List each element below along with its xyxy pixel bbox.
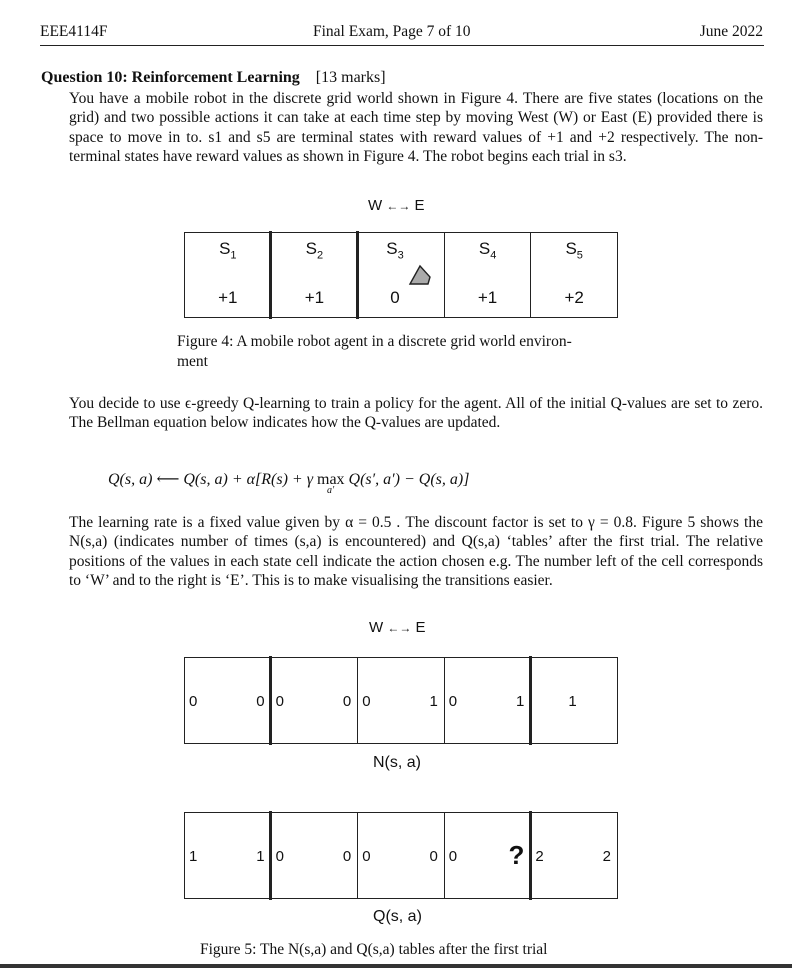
state-label: $S_4$ xyxy=(478,239,497,262)
q-table xyxy=(184,812,618,899)
state-reward: +2 xyxy=(564,288,584,307)
fig4-state-cell xyxy=(271,233,358,317)
n-west-value: 0 xyxy=(362,693,371,710)
n-table-cell xyxy=(530,658,617,743)
state-reward: +1 xyxy=(477,288,498,307)
equation-rhs: Q(s′, a′) − Q(s, a)] xyxy=(348,471,470,488)
n-east-value: 1 xyxy=(429,693,438,710)
q-table-label: Q(s, a) xyxy=(373,908,422,925)
state-reward: 0 xyxy=(390,288,400,307)
fig4-east-label: E xyxy=(414,197,425,214)
n-table-cell xyxy=(444,658,531,743)
robot-icon xyxy=(406,263,434,287)
n-east-value: 1 xyxy=(516,693,525,710)
fig4-direction xyxy=(368,197,425,214)
fig4-west-label: W xyxy=(368,197,383,214)
q-table-cell xyxy=(444,813,531,898)
state-label: $S_2$ xyxy=(305,239,324,262)
fig5-double-arrow-icon: ←→ xyxy=(387,621,412,635)
header-page: Final Exam, Page 7 of 10 xyxy=(313,23,471,40)
learning-rate-paragraph: The learning rate is a fixed value given by α = 0.5 . The discount factor is set to γ = 0.8. Figure 5 shows the N(s,a) (indicates number of times (s,a) is encountered) and Q(s,a) ‘tables’ after the first trial. The relative positions of the values in each state cell indicate the action chosen e.g. The number left of the cell corresponds to ‘W’ and to the right is ‘E’. This is to make visualising the transitions easier. xyxy=(69,514,763,589)
q-table-cell xyxy=(357,813,444,898)
intro-paragraph: You have a mobile robot in the discrete grid world shown in Figure 4. There are five states (locations on the grid) and two possible actions it can take at each time step by moving West (W) or East (E) provided there is space to move in to. s1 and s5 are terminal states with reward values of +1 and +2 respectively. The non-terminal states have reward values as shown in Figure 4. The robot begins each trial in s3. xyxy=(69,90,763,165)
n-west-value: 0 xyxy=(448,693,458,710)
q-west-value: 1 xyxy=(189,848,198,865)
state-label: $S_3$ xyxy=(386,239,404,262)
cell-divider xyxy=(269,811,272,900)
q-east-value: 2 xyxy=(602,848,611,865)
cell-divider xyxy=(269,656,272,745)
question-title xyxy=(41,69,386,87)
n-east-value: 0 xyxy=(256,693,265,710)
fig5-west-label: W xyxy=(369,619,384,636)
n-table-cell xyxy=(271,658,358,743)
header-course: EEE4114F xyxy=(40,23,108,40)
question-title-text: Question 10: Reinforcement Learning xyxy=(41,69,300,86)
qlearning-paragraph: You decide to use ϵ-greedy Q-learning to train a policy for the agent. All of the initial Q-values are set to zero. The Bellman equation below indicates how the Q-values are updated. xyxy=(69,395,763,432)
n-east-value: 0 xyxy=(342,693,352,710)
n-table-label: N(s, a) xyxy=(373,754,421,771)
fig4-state-cell xyxy=(444,233,531,317)
equation-max: max a′ xyxy=(317,471,345,496)
fig4-double-arrow-icon: ←→ xyxy=(386,199,411,213)
q-table-cell xyxy=(530,813,617,898)
fig5-direction xyxy=(369,619,426,636)
state-reward: +1 xyxy=(304,288,325,307)
q-table-cell xyxy=(185,813,271,898)
n-west-value: 0 xyxy=(189,693,198,710)
header-date: June 2022 xyxy=(699,23,763,40)
fig4-state-cell xyxy=(185,233,271,317)
n-west-value: 1 xyxy=(568,693,577,710)
fig4-caption-line1: Figure 4: A mobile robot agent in a discrete grid world environ- xyxy=(177,333,572,350)
page-bottom-edge xyxy=(0,964,792,968)
q-east-unknown-value: ? xyxy=(508,840,525,870)
cell-divider xyxy=(529,656,532,745)
equation-lhs: Q(s, a) ⟵ Q(s, a) + α[R(s) + γ xyxy=(108,471,313,488)
q-west-value: 0 xyxy=(362,848,371,865)
fig5-caption: Figure 5: The N(s,a) and Q(s,a) tables after the first trial xyxy=(200,941,548,958)
n-table-cell xyxy=(185,658,271,743)
q-west-value: 0 xyxy=(448,848,458,865)
fig5-east-label: E xyxy=(415,619,426,636)
header-rule xyxy=(40,45,764,46)
fig4-grid xyxy=(184,232,618,318)
state-label: $S_1$ xyxy=(219,239,237,262)
q-east-value: 1 xyxy=(256,848,265,865)
q-west-value: 2 xyxy=(535,848,544,865)
equation-max-sub: a′ xyxy=(327,485,335,496)
bellman-equation xyxy=(108,469,470,496)
cell-divider xyxy=(529,811,532,900)
q-east-value: 0 xyxy=(342,848,352,865)
fig4-caption-line2: ment xyxy=(177,353,208,370)
n-table-cell xyxy=(357,658,444,743)
state-reward: +1 xyxy=(218,288,238,307)
q-table-cell xyxy=(271,813,358,898)
fig4-state-cell xyxy=(357,233,444,317)
state-label: $S_5$ xyxy=(565,239,583,262)
fig4-state-cell xyxy=(530,233,617,317)
n-west-value: 0 xyxy=(275,693,284,710)
q-west-value: 0 xyxy=(275,848,284,865)
question-marks: [13 marks] xyxy=(315,69,386,86)
n-table xyxy=(184,657,618,744)
q-east-value: 0 xyxy=(429,848,438,865)
